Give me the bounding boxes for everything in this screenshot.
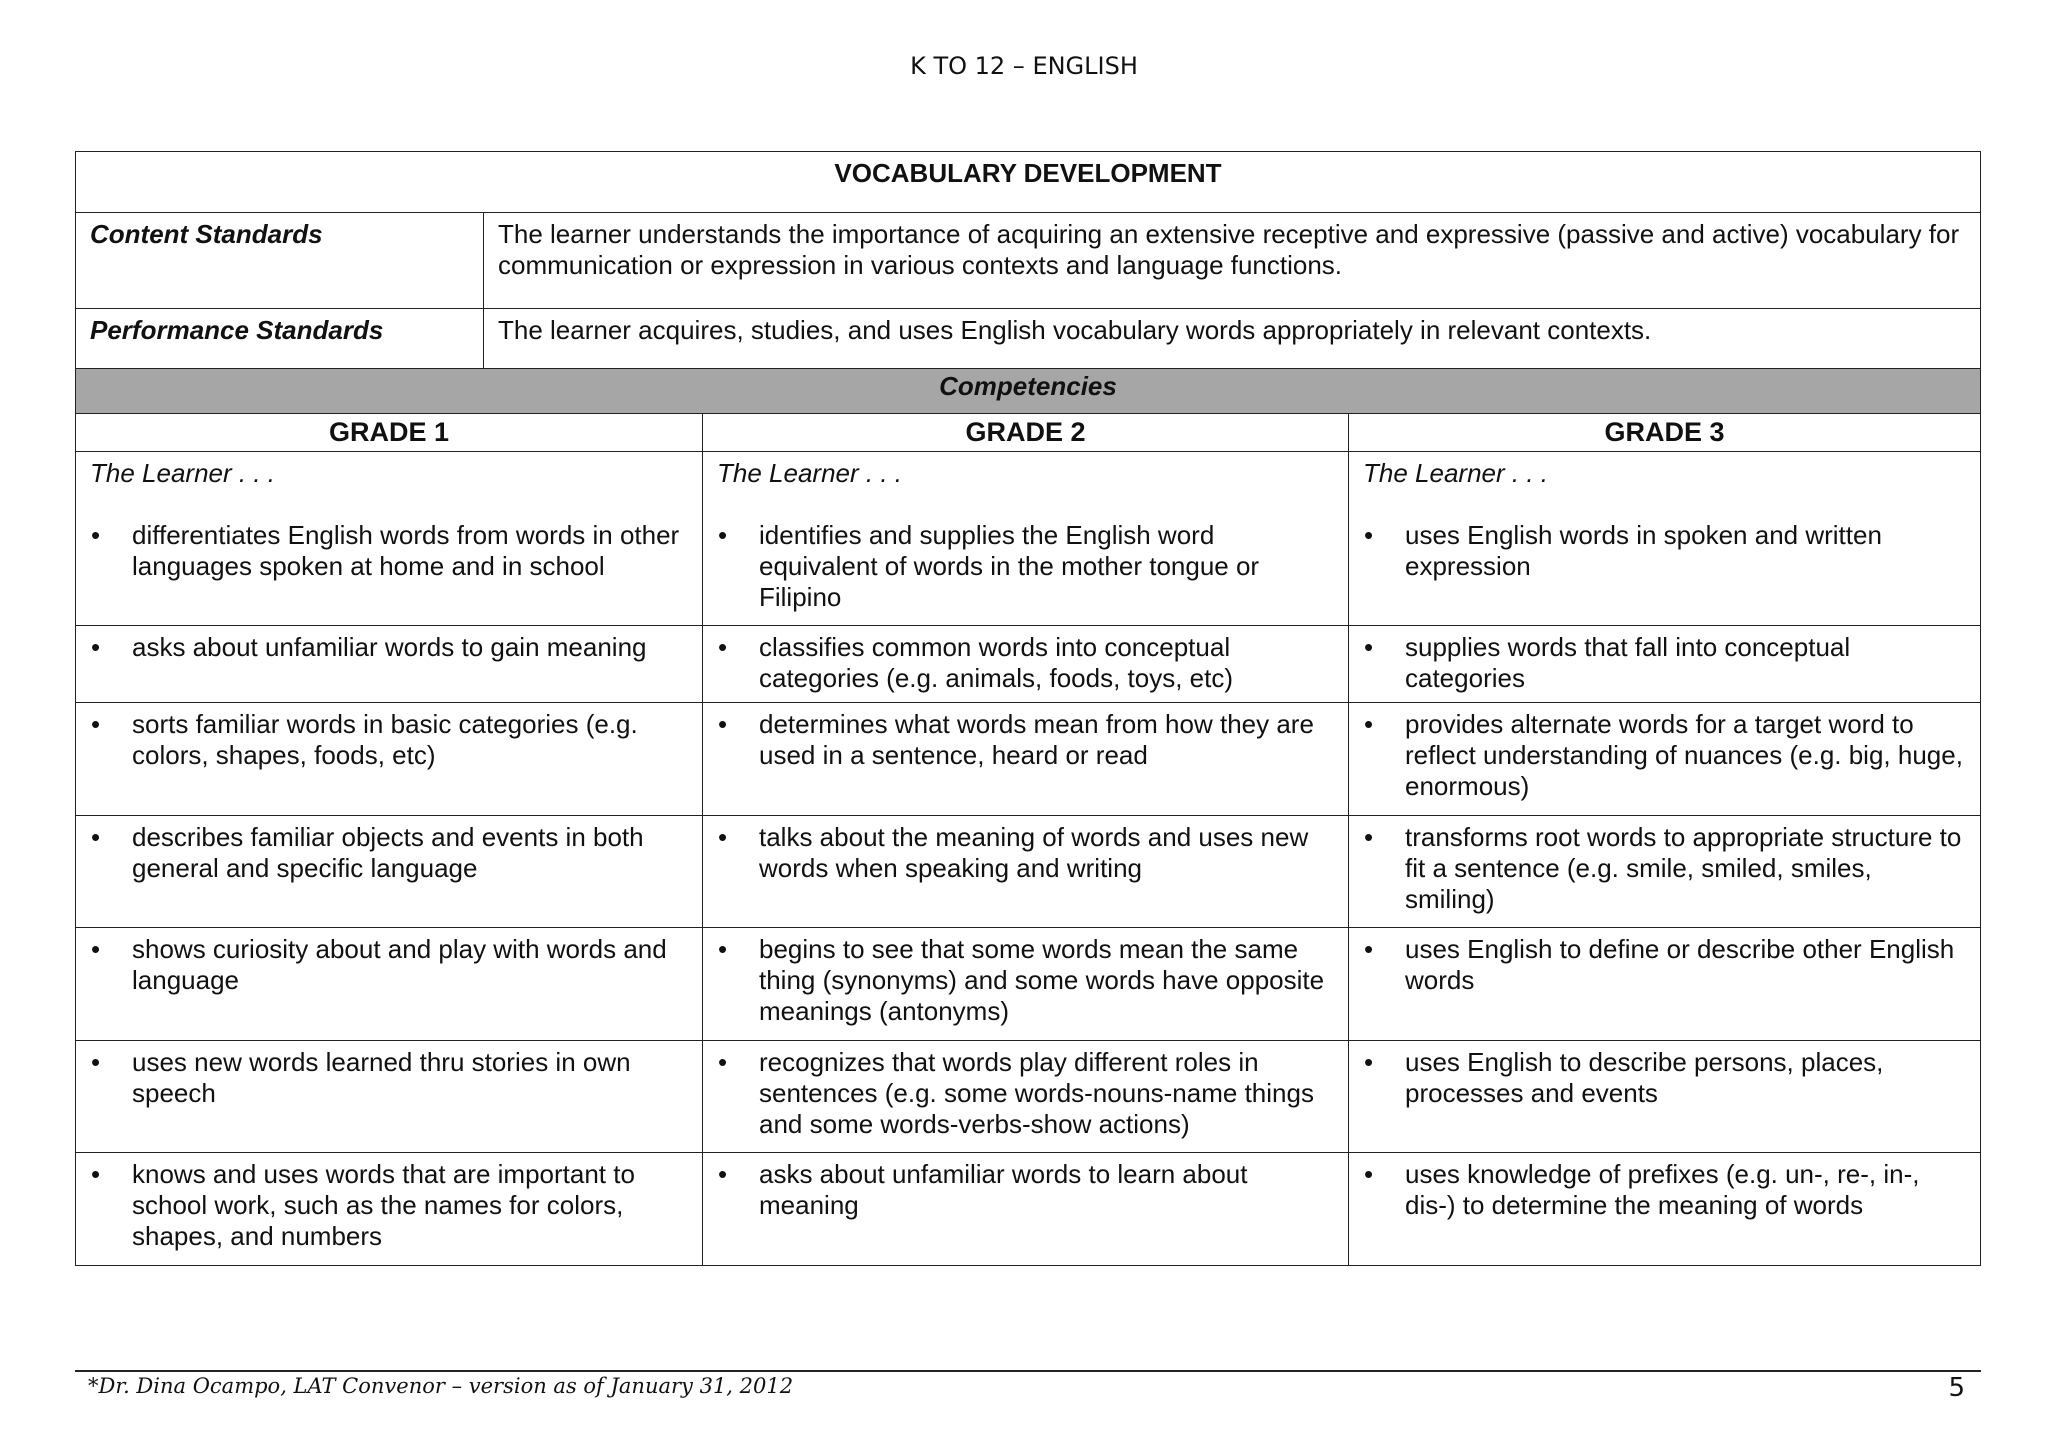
learner-label: The Learner . . .: [90, 457, 275, 488]
list-item: • determines what words mean from how they are used in a sentence, heard or read: [717, 709, 1334, 771]
learner-label: The Learner . . .: [1363, 457, 1548, 488]
competencies-header: Competencies: [76, 369, 1981, 414]
content-standards-label: Content Standards: [76, 213, 484, 309]
grade-2-cell: [703, 625, 1349, 702]
footer-note: *Dr. Dina Ocampo, LAT Convenor – version as of January 31, 2012: [88, 1374, 794, 1398]
footer-divider: [75, 1370, 1981, 1372]
competencies-table: [75, 413, 1981, 1266]
grade-3-cell: [1349, 451, 1981, 625]
grade-2-cell: [703, 1040, 1349, 1152]
list-item: • uses knowledge of prefixes (e.g. un-, re-, in-, dis-) to determine the meaning of words: [1363, 1159, 1966, 1221]
page-number: 5: [1948, 1373, 1965, 1403]
list-item: • uses new words learned thru stories in own speech: [90, 1047, 688, 1109]
table-row: [76, 702, 1981, 815]
list-item: • classifies common words into conceptual categories (e.g. animals, foods, toys, etc): [717, 632, 1334, 694]
grade-3-cell: [1349, 625, 1981, 702]
list-item: • uses English words in spoken and written expression: [1363, 520, 1966, 582]
learner-label: The Learner . . .: [717, 457, 902, 488]
page-header-title: K TO 12 – ENGLISH: [910, 52, 1138, 80]
performance-standards-text: The learner acquires, studies, and uses English vocabulary words appropriately in relevant contexts.: [484, 309, 1981, 369]
list-item: • knows and uses words that are important to school work, such as the names for colors, shapes, and numbers: [90, 1159, 688, 1252]
table-row: [76, 1152, 1981, 1265]
list-item: • uses English to define or describe other English words: [1363, 934, 1966, 996]
vocabulary-table-container: [75, 151, 1981, 1266]
list-item: • identifies and supplies the English word equivalent of words in the mother tongue or Filipino: [717, 520, 1334, 613]
grade-3-cell: [1349, 815, 1981, 927]
grade-1-header: GRADE 1: [76, 413, 703, 451]
list-item: • asks about unfamiliar words to learn about meaning: [717, 1159, 1334, 1221]
grade-2-cell: [703, 1152, 1349, 1265]
content-standards-text: The learner understands the importance of acquiring an extensive receptive and expressive (passive and active) vocabulary for communication or expression in various contexts and language functions.: [484, 213, 1981, 309]
grade-header-row: [76, 413, 1981, 451]
grade-3-header: GRADE 3: [1349, 413, 1981, 451]
list-item: • provides alternate words for a target word to reflect understanding of nuances (e.g. big, huge, enormous): [1363, 709, 1966, 802]
table-title: VOCABULARY DEVELOPMENT: [76, 152, 1981, 213]
table-row: [76, 625, 1981, 702]
table-row: [76, 451, 1981, 625]
table-row: [76, 1040, 1981, 1152]
grade-1-cell: [76, 927, 703, 1040]
grade-3-cell: [1349, 1040, 1981, 1152]
grade-1-cell: [76, 625, 703, 702]
grade-2-cell: [703, 702, 1349, 815]
grade-1-cell: [76, 702, 703, 815]
list-item: • differentiates English words from words in other languages spoken at home and in school: [90, 520, 688, 582]
grade-2-cell: [703, 451, 1349, 625]
standards-table: [75, 151, 1981, 414]
list-item: • transforms root words to appropriate structure to fit a sentence (e.g. smile, smiled, smiles, smiling): [1363, 822, 1966, 915]
grade-1-cell: [76, 451, 703, 625]
list-item: • describes familiar objects and events in both general and specific language: [90, 822, 688, 884]
list-item: • sorts familiar words in basic categories (e.g. colors, shapes, foods, etc): [90, 709, 688, 771]
list-item: • uses English to describe persons, places, processes and events: [1363, 1047, 1966, 1109]
list-item: • shows curiosity about and play with words and language: [90, 934, 688, 996]
grade-1-cell: [76, 1040, 703, 1152]
grade-3-cell: [1349, 702, 1981, 815]
list-item: • talks about the meaning of words and uses new words when speaking and writing: [717, 822, 1334, 884]
grade-2-header: GRADE 2: [703, 413, 1349, 451]
list-item: • begins to see that some words mean the same thing (synonyms) and some words have opposite meanings (antonyms): [717, 934, 1334, 1027]
grade-2-cell: [703, 927, 1349, 1040]
grade-3-cell: [1349, 1152, 1981, 1265]
grade-1-cell: [76, 1152, 703, 1265]
grade-1-cell: [76, 815, 703, 927]
list-item: • recognizes that words play different roles in sentences (e.g. some words-nouns-name things and some words-verbs-show actions): [717, 1047, 1334, 1140]
grade-2-cell: [703, 815, 1349, 927]
grade-3-cell: [1349, 927, 1981, 1040]
list-item: • asks about unfamiliar words to gain meaning: [90, 632, 688, 663]
table-row: [76, 927, 1981, 1040]
list-item: • supplies words that fall into conceptual categories: [1363, 632, 1966, 694]
performance-standards-label: Performance Standards: [76, 309, 484, 369]
table-row: [76, 815, 1981, 927]
